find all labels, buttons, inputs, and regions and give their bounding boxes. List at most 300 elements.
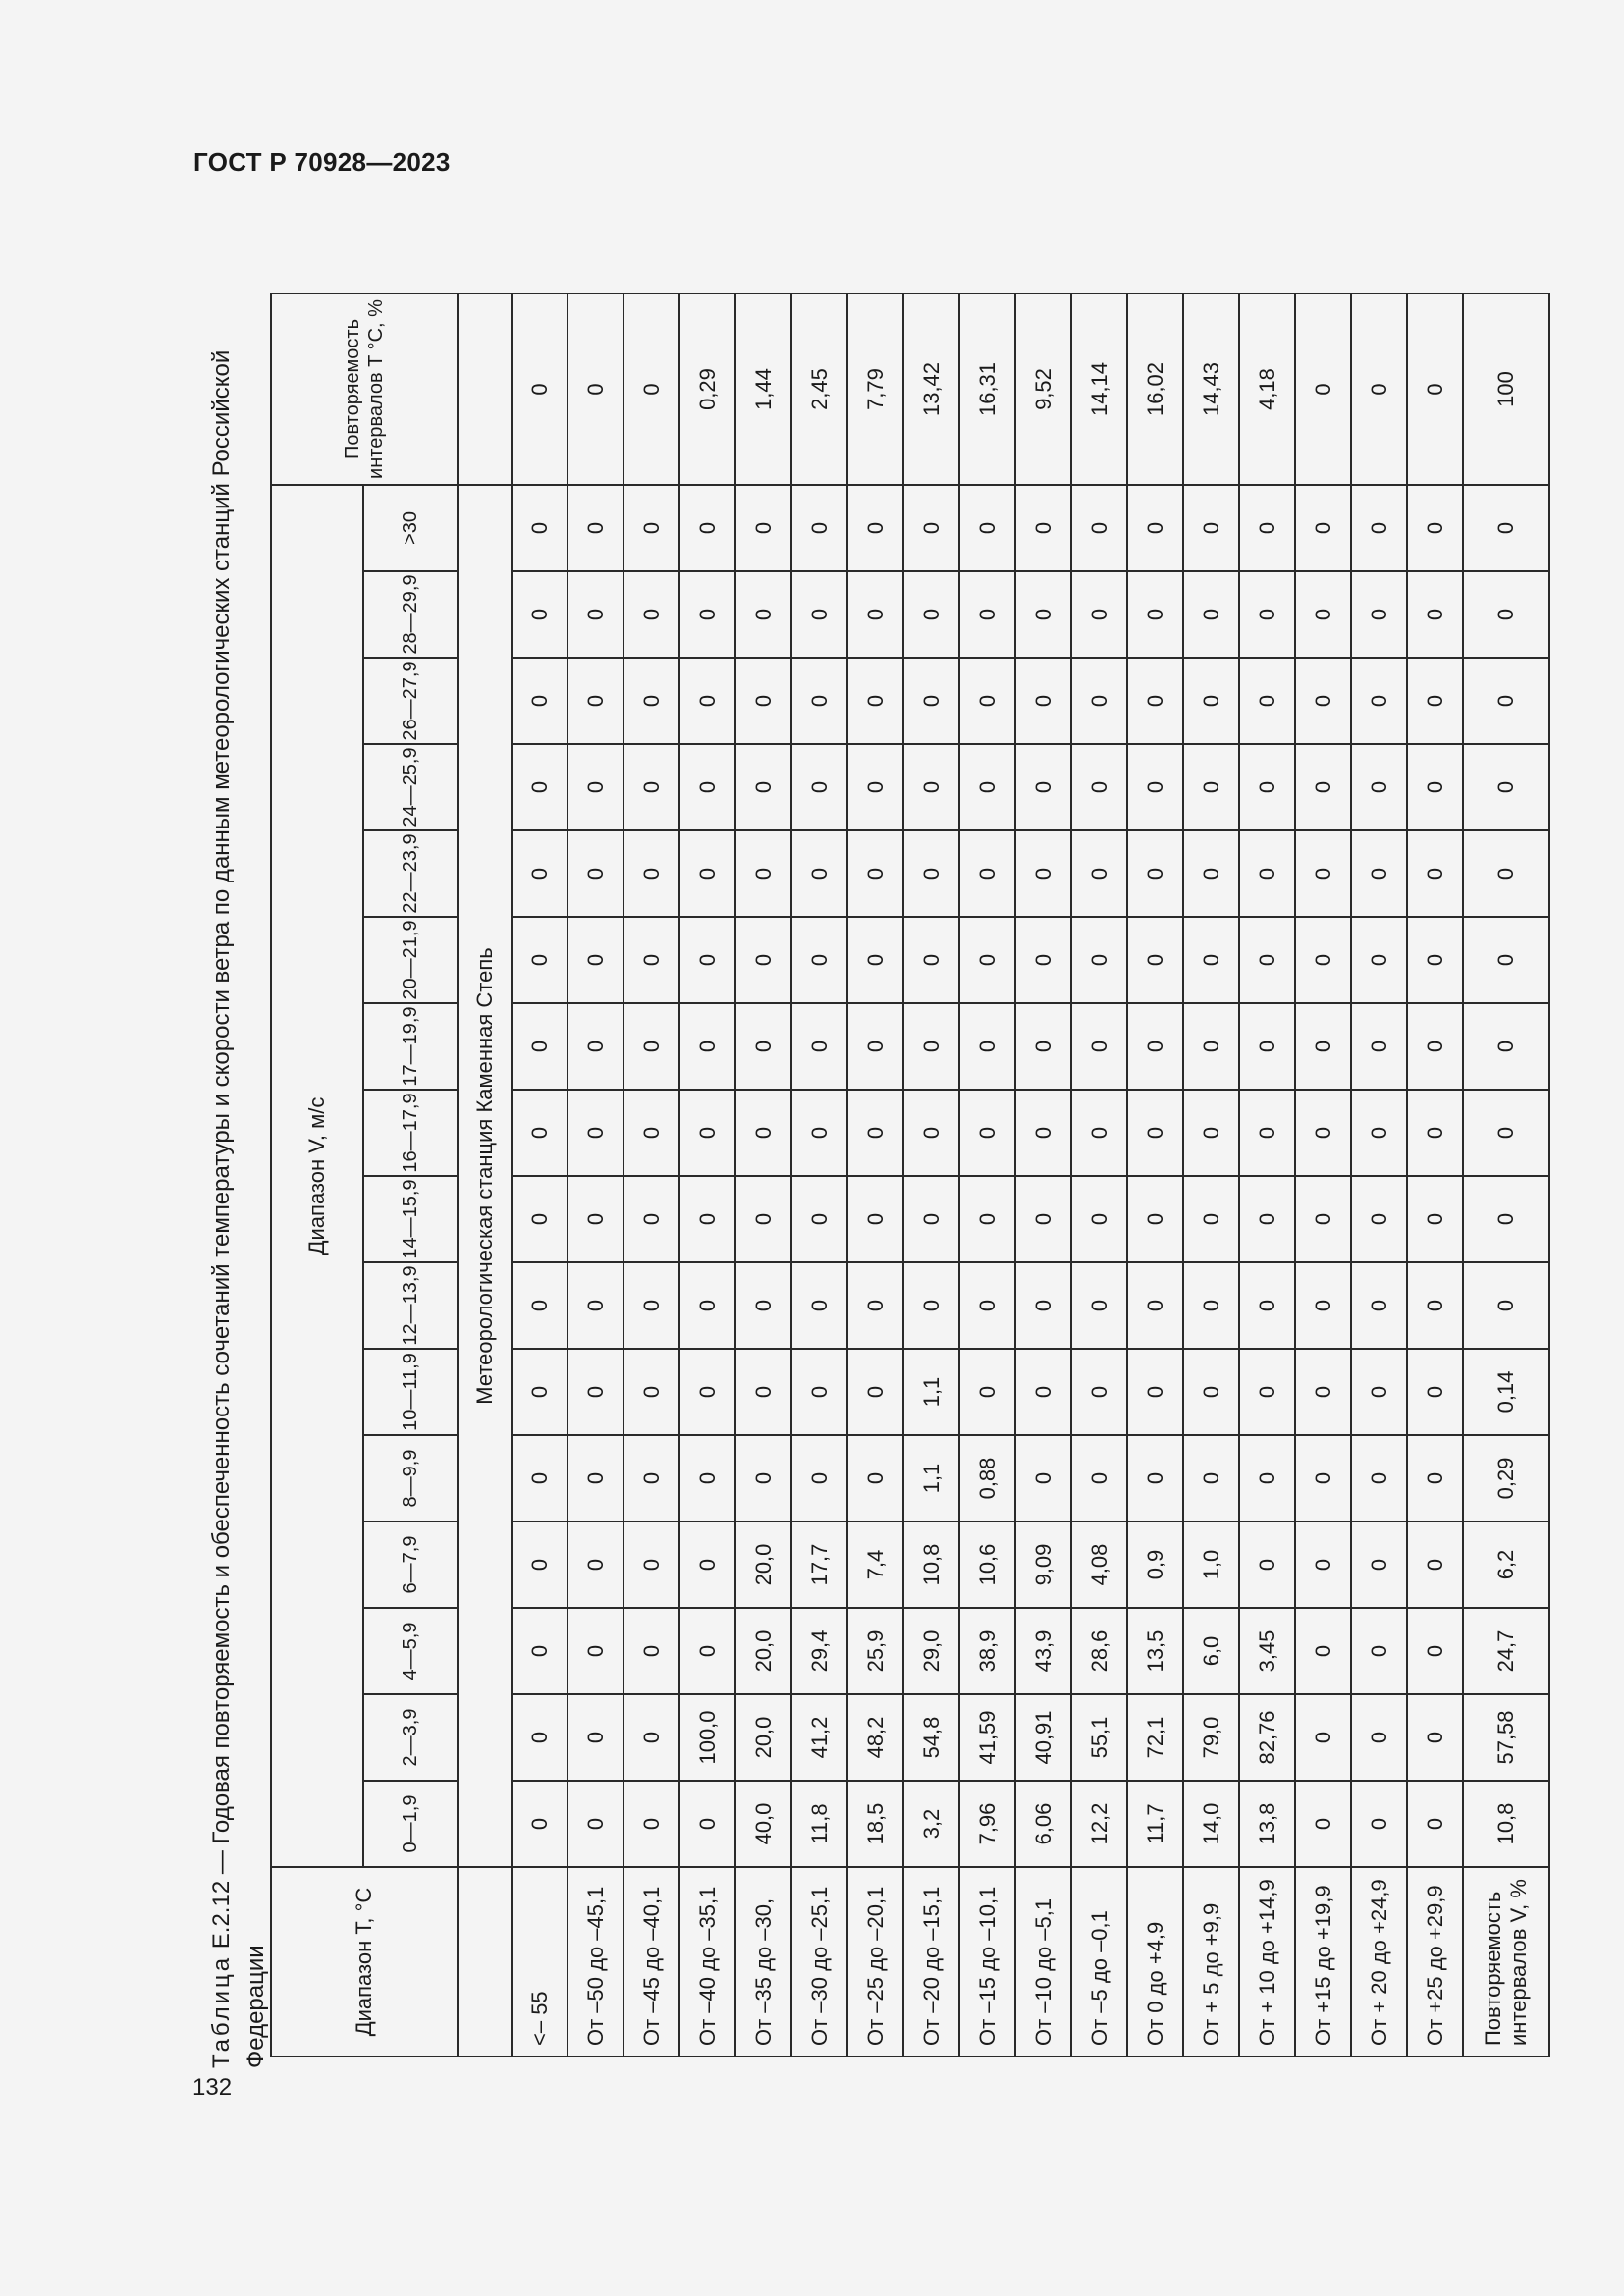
row-label: От –35 до –30, — [735, 1867, 791, 2056]
table-cell: 0 — [679, 1262, 735, 1349]
row-total-cell: 4,18 — [1239, 294, 1295, 485]
table-cell: 0 — [1239, 1435, 1295, 1522]
speed-range-col-header: 0—1,9 — [363, 1781, 458, 1867]
row-total-cell: 16,31 — [959, 294, 1015, 485]
table-cell: 0,9 — [1127, 1522, 1183, 1608]
table-cell: 0 — [847, 1003, 903, 1090]
table-cell: 0 — [1407, 1435, 1463, 1522]
table-cell: 0 — [1071, 485, 1127, 571]
table-cell: 0 — [903, 917, 959, 1003]
table-caption — [204, 247, 273, 2068]
table-cell: 0 — [1183, 1176, 1239, 1262]
table-cell: 0 — [1127, 744, 1183, 830]
table-cell: 12,2 — [1071, 1781, 1127, 1867]
table-cell: 0 — [1071, 830, 1127, 917]
table-cell: 0 — [903, 485, 959, 571]
row-total-cell: 9,52 — [1015, 294, 1071, 485]
table-cell: 14,0 — [1183, 1781, 1239, 1867]
table-row — [1015, 294, 1071, 2056]
row-total-cell: 7,79 — [847, 294, 903, 485]
table-cell: 0 — [1407, 1176, 1463, 1262]
speed-range-col-header: 12—13,9 — [363, 1262, 458, 1349]
row-total-cell: 0 — [512, 294, 568, 485]
table-cell: 0 — [1183, 658, 1239, 744]
table-cell: 0 — [1071, 571, 1127, 658]
table-cell: 38,9 — [959, 1608, 1015, 1694]
row-label: От –15 до –10,1 — [959, 1867, 1015, 2056]
row-label: <– 55 — [512, 1867, 568, 2056]
table-cell: 0 — [623, 1262, 679, 1349]
table-cell: 0 — [1351, 1349, 1407, 1435]
table-row — [1351, 294, 1407, 2056]
table-cell: 0 — [1071, 1003, 1127, 1090]
table-cell: 0 — [1407, 1349, 1463, 1435]
speed-range-col-header: 20—21,9 — [363, 917, 458, 1003]
table-cell: 0 — [512, 485, 568, 571]
table-cell: 0 — [1183, 830, 1239, 917]
table-cell: 10,8 — [1463, 1781, 1549, 1867]
table-cell: 0 — [623, 1694, 679, 1781]
table-cell: 0 — [512, 1003, 568, 1090]
table-cell: 0 — [1015, 830, 1071, 917]
table-cell: 0 — [1295, 571, 1351, 658]
row-total-cell: 0,29 — [679, 294, 735, 485]
table-cell: 0 — [623, 571, 679, 658]
table-cell: 0 — [1015, 1435, 1071, 1522]
table-cell: 0 — [1015, 658, 1071, 744]
table-row — [1183, 294, 1239, 2056]
table-cell: 0 — [903, 1003, 959, 1090]
table-cell: 0 — [512, 1090, 568, 1176]
table-cell: 0 — [1239, 485, 1295, 571]
table-cell: 0 — [959, 1090, 1015, 1176]
table-cell: 0 — [568, 1435, 623, 1522]
table-cell: 0 — [1463, 1176, 1549, 1262]
table-cell: 0,88 — [959, 1435, 1015, 1522]
table-cell: 0 — [1463, 1090, 1549, 1176]
table-row — [568, 294, 623, 2056]
table-cell: 0 — [735, 1435, 791, 1522]
speed-range-col-header: >30 — [363, 485, 458, 571]
table-cell: 0 — [679, 744, 735, 830]
table-cell: 29,0 — [903, 1608, 959, 1694]
temp-range-header: Диапазон T, °С — [271, 1867, 458, 2056]
table-cell: 0 — [1015, 1176, 1071, 1262]
station-name: Метеорологическая станция Каменная Степь — [458, 485, 512, 1867]
table-cell: 0 — [1127, 1435, 1183, 1522]
table-cell: 0 — [903, 830, 959, 917]
table-cell: 0 — [1071, 917, 1127, 1003]
table-cell: 0 — [568, 1781, 623, 1867]
row-label: От + 10 до +14,9 — [1239, 1867, 1295, 2056]
table-cell: 0 — [847, 1090, 903, 1176]
table-row — [1463, 294, 1549, 2056]
table-cell: 0 — [623, 830, 679, 917]
table-cell: 0 — [791, 744, 847, 830]
table-cell: 0 — [1295, 1090, 1351, 1176]
table-cell: 0 — [1015, 1349, 1071, 1435]
table-cell: 0 — [1239, 571, 1295, 658]
table-cell: 0 — [679, 1003, 735, 1090]
table-cell: 0 — [568, 1608, 623, 1694]
table-cell: 0 — [623, 1608, 679, 1694]
table-cell: 10,6 — [959, 1522, 1015, 1608]
table-cell: 0 — [1015, 1262, 1071, 1349]
document-header: ГОСТ Р 70928—2023 — [193, 147, 451, 177]
table-cell: 0 — [568, 1262, 623, 1349]
table-cell: 0 — [623, 1435, 679, 1522]
table-cell: 0 — [1239, 1522, 1295, 1608]
table-cell: 0 — [1351, 917, 1407, 1003]
table-cell: 0 — [791, 1349, 847, 1435]
table-cell: 0 — [1351, 1781, 1407, 1867]
row-total-cell: 1,44 — [735, 294, 791, 485]
table-cell: 0 — [1351, 658, 1407, 744]
table-cell: 0 — [735, 1349, 791, 1435]
table-cell: 43,9 — [1015, 1608, 1071, 1694]
table-cell: 0 — [1351, 830, 1407, 917]
table-cell: 0 — [1351, 1262, 1407, 1349]
table-cell: 3,2 — [903, 1781, 959, 1867]
table-cell: 0 — [1239, 830, 1295, 917]
table-cell: 0 — [1015, 1003, 1071, 1090]
table-cell: 0 — [1127, 1262, 1183, 1349]
table-row — [1071, 294, 1127, 2056]
table-cell: 29,4 — [791, 1608, 847, 1694]
table-cell: 0 — [1463, 830, 1549, 917]
table-cell: 0 — [1351, 1522, 1407, 1608]
table-cell: 0 — [1015, 744, 1071, 830]
row-total-cell: 16,02 — [1127, 294, 1183, 485]
table-cell: 0 — [1127, 571, 1183, 658]
table-cell: 0 — [1463, 917, 1549, 1003]
table-cell: 0 — [1239, 1003, 1295, 1090]
table-cell: 0 — [1407, 1003, 1463, 1090]
table-cell: 0 — [679, 1090, 735, 1176]
table-cell: 7,96 — [959, 1781, 1015, 1867]
caption-number: Е.2.12 — [208, 1880, 235, 1955]
table-cell: 0 — [679, 917, 735, 1003]
table-cell: 1,1 — [903, 1349, 959, 1435]
row-label: От –25 до –20,1 — [847, 1867, 903, 2056]
table-cell: 0 — [959, 744, 1015, 830]
table-cell: 0 — [679, 1781, 735, 1867]
table-cell: 0 — [1071, 658, 1127, 744]
table-cell: 0 — [791, 658, 847, 744]
table-cell: 0 — [1407, 1608, 1463, 1694]
table-cell: 0 — [568, 744, 623, 830]
table-cell: 0 — [847, 571, 903, 658]
row-label: От 0 до +4,9 — [1127, 1867, 1183, 2056]
table-cell: 0 — [568, 485, 623, 571]
table-cell: 0 — [623, 1349, 679, 1435]
table-cell: 0 — [1239, 1262, 1295, 1349]
table-cell: 0 — [847, 830, 903, 917]
table-cell: 0 — [679, 1608, 735, 1694]
table-cell: 0 — [568, 1694, 623, 1781]
table-cell: 0 — [1295, 1694, 1351, 1781]
station-empty-cell — [458, 294, 512, 485]
table-cell: 0 — [847, 744, 903, 830]
table-cell: 0 — [791, 485, 847, 571]
table-cell: 0,14 — [1463, 1349, 1549, 1435]
table-cell: 0 — [791, 1435, 847, 1522]
table-row — [679, 294, 735, 2056]
table-cell: 0 — [1351, 1090, 1407, 1176]
table-cell: 0 — [623, 917, 679, 1003]
table-cell: 0 — [568, 917, 623, 1003]
table-cell: 0 — [959, 571, 1015, 658]
table-cell: 0 — [847, 1262, 903, 1349]
table-cell: 0 — [679, 658, 735, 744]
table-cell: 6,0 — [1183, 1608, 1239, 1694]
table-cell: 0 — [1295, 1608, 1351, 1694]
table-cell: 0 — [1295, 1262, 1351, 1349]
table-cell: 7,4 — [847, 1522, 903, 1608]
table-cell: 0 — [1407, 744, 1463, 830]
table-cell: 0 — [1463, 744, 1549, 830]
table-cell: 0 — [1407, 1694, 1463, 1781]
table-cell: 0 — [1295, 744, 1351, 830]
speed-range-col-header: 22—23,9 — [363, 830, 458, 917]
table-cell: 0 — [1295, 658, 1351, 744]
table-cell: 0 — [1407, 830, 1463, 917]
table-cell: 0 — [1407, 571, 1463, 658]
table-cell: 0 — [1071, 1176, 1127, 1262]
table-cell: 1,0 — [1183, 1522, 1239, 1608]
table-cell: 0 — [1239, 744, 1295, 830]
table-cell: 0 — [1183, 1003, 1239, 1090]
table-cell: 0 — [1351, 485, 1407, 571]
table-cell: 0 — [679, 1435, 735, 1522]
table-cell: 0 — [735, 571, 791, 658]
table-cell: 0 — [1295, 1003, 1351, 1090]
speed-range-col-header: 6—7,9 — [363, 1522, 458, 1608]
table-cell: 0 — [1351, 1003, 1407, 1090]
table-cell: 0 — [512, 1349, 568, 1435]
table-cell: 0 — [1071, 744, 1127, 830]
table-cell: 0 — [1295, 1781, 1351, 1867]
table-cell: 0 — [1407, 658, 1463, 744]
table-cell: 0 — [568, 830, 623, 917]
row-label: От –50 до –45,1 — [568, 1867, 623, 2056]
table-cell: 0 — [1463, 1003, 1549, 1090]
table-cell: 0 — [1407, 1522, 1463, 1608]
table-cell: 0 — [1127, 1349, 1183, 1435]
table-cell: 0 — [679, 1522, 735, 1608]
table-cell: 0 — [1295, 1349, 1351, 1435]
table-cell: 0 — [1127, 917, 1183, 1003]
table-cell: 0 — [1463, 485, 1549, 571]
table-cell: 0 — [1127, 1176, 1183, 1262]
table-cell: 0 — [735, 1176, 791, 1262]
table-cell: 20,0 — [735, 1608, 791, 1694]
table-cell: 41,2 — [791, 1694, 847, 1781]
station-empty-cell — [458, 1867, 512, 2056]
table-cell: 40,91 — [1015, 1694, 1071, 1781]
table-cell: 0 — [679, 571, 735, 658]
table-cell: 0 — [1183, 744, 1239, 830]
row-label: От –10 до –5,1 — [1015, 1867, 1071, 2056]
table-cell: 0 — [1015, 1090, 1071, 1176]
table-cell: 0 — [735, 658, 791, 744]
row-label: Повторяемость интервалов V, % — [1463, 1867, 1549, 2056]
speed-range-header: Диапазон V, м/с — [271, 485, 363, 1867]
row-total-cell: 0 — [1351, 294, 1407, 485]
table-cell: 0 — [959, 1003, 1015, 1090]
table-cell: 0 — [1183, 1090, 1239, 1176]
table-cell: 0 — [512, 1262, 568, 1349]
table-cell: 0 — [903, 658, 959, 744]
table-cell: 0 — [568, 1349, 623, 1435]
table-row — [1295, 294, 1351, 2056]
table-cell: 0 — [903, 1176, 959, 1262]
table-cell: 0 — [735, 1003, 791, 1090]
row-label: От –20 до –15,1 — [903, 1867, 959, 2056]
speed-range-col-header: 16—17,9 — [363, 1090, 458, 1176]
row-label: От + 20 до +24,9 — [1351, 1867, 1407, 2056]
table-cell: 54,8 — [903, 1694, 959, 1781]
table-cell: 0 — [1239, 658, 1295, 744]
table-cell: 0 — [1463, 571, 1549, 658]
table-cell: 0 — [679, 485, 735, 571]
table-cell: 0 — [1351, 744, 1407, 830]
speed-range-col-header: 17—19,9 — [363, 1003, 458, 1090]
table-cell: 0 — [1071, 1435, 1127, 1522]
table-row — [791, 294, 847, 2056]
table-cell: 0 — [903, 571, 959, 658]
table-cell: 0 — [623, 1176, 679, 1262]
table-cell: 0 — [791, 830, 847, 917]
row-label: От + 5 до +9,9 — [1183, 1867, 1239, 2056]
table-cell: 0 — [735, 830, 791, 917]
table-cell: 0 — [1463, 658, 1549, 744]
table-cell: 0 — [512, 1176, 568, 1262]
table-cell: 6,2 — [1463, 1522, 1549, 1608]
table-cell: 0 — [1351, 1176, 1407, 1262]
table-cell: 1,1 — [903, 1435, 959, 1522]
table-cell: 0 — [735, 1090, 791, 1176]
row-label: От +25 до +29,9 — [1407, 1867, 1463, 2056]
table-cell: 0 — [568, 1522, 623, 1608]
table-cell: 0 — [903, 1090, 959, 1176]
table-cell: 0 — [903, 1262, 959, 1349]
wind-temperature-table — [270, 293, 1550, 2057]
speed-range-col-header: 8—9,9 — [363, 1435, 458, 1522]
table-cell: 0 — [735, 744, 791, 830]
table-cell: 0 — [1407, 1090, 1463, 1176]
table-cell: 0 — [791, 1176, 847, 1262]
row-label: От +15 до +19,9 — [1295, 1867, 1351, 2056]
table-cell: 0 — [791, 571, 847, 658]
table-cell: 3,45 — [1239, 1608, 1295, 1694]
table-cell: 20,0 — [735, 1694, 791, 1781]
table-cell: 25,9 — [847, 1608, 903, 1694]
table-cell: 0 — [959, 917, 1015, 1003]
table-cell: 41,59 — [959, 1694, 1015, 1781]
table-cell: 0 — [512, 830, 568, 917]
table-cell: 0 — [568, 571, 623, 658]
table-row — [847, 294, 903, 2056]
table-cell: 0 — [512, 1608, 568, 1694]
table-cell: 10,8 — [903, 1522, 959, 1608]
table-cell: 0 — [623, 1003, 679, 1090]
table-cell: 82,76 — [1239, 1694, 1295, 1781]
row-total-cell: 100 — [1463, 294, 1549, 485]
speed-range-col-header: 26—27,9 — [363, 658, 458, 744]
row-total-cell: 0 — [1407, 294, 1463, 485]
table-cell: 0 — [791, 1003, 847, 1090]
table-row — [1127, 294, 1183, 2056]
rotated-table-block — [204, 247, 1531, 2068]
table-cell: 0 — [1015, 571, 1071, 658]
table-cell: 0 — [1351, 1694, 1407, 1781]
table-cell: 9,09 — [1015, 1522, 1071, 1608]
table-cell: 0 — [1015, 485, 1071, 571]
table-row — [903, 294, 959, 2056]
row-label: От –5 до –0,1 — [1071, 1867, 1127, 2056]
table-cell: 57,58 — [1463, 1694, 1549, 1781]
table-cell: 0 — [1127, 485, 1183, 571]
page-number: 132 — [192, 2074, 233, 2101]
table-cell: 0 — [847, 1435, 903, 1522]
table-cell: 4,08 — [1071, 1522, 1127, 1608]
table-cell: 0 — [679, 1349, 735, 1435]
table-cell: 13,8 — [1239, 1781, 1295, 1867]
table-cell: 0 — [1071, 1349, 1127, 1435]
speed-range-col-header: 24—25,9 — [363, 744, 458, 830]
table-cell: 0 — [847, 485, 903, 571]
table-cell: 0 — [1351, 1435, 1407, 1522]
table-cell: 0 — [959, 1176, 1015, 1262]
table-cell: 11,7 — [1127, 1781, 1183, 1867]
table-cell: 0 — [512, 1694, 568, 1781]
table-cell: 72,1 — [1127, 1694, 1183, 1781]
table-cell: 40,0 — [735, 1781, 791, 1867]
table-cell: 6,06 — [1015, 1781, 1071, 1867]
table-cell: 0 — [1239, 917, 1295, 1003]
table-cell: 0 — [1127, 830, 1183, 917]
table-cell: 0 — [623, 1090, 679, 1176]
row-total-cell: 13,42 — [903, 294, 959, 485]
table-cell: 0 — [1295, 1176, 1351, 1262]
table-cell: 18,5 — [847, 1781, 903, 1867]
table-cell: 0 — [679, 1176, 735, 1262]
table-cell: 0,29 — [1463, 1435, 1549, 1522]
table-cell: 0 — [1127, 658, 1183, 744]
table-cell: 20,0 — [735, 1522, 791, 1608]
table-cell: 0 — [1015, 917, 1071, 1003]
table-cell: 0 — [791, 1090, 847, 1176]
row-total-cell: 14,43 — [1183, 294, 1239, 485]
table-cell: 0 — [1127, 1090, 1183, 1176]
table-cell: 11,8 — [791, 1781, 847, 1867]
table-cell: 0 — [512, 1522, 568, 1608]
table-cell: 0 — [623, 744, 679, 830]
table-cell: 0 — [1239, 1349, 1295, 1435]
table-row — [623, 294, 679, 2056]
row-total-cell: 2,45 — [791, 294, 847, 485]
table-cell: 0 — [735, 485, 791, 571]
table-cell: 0 — [623, 1781, 679, 1867]
row-total-cell: 0 — [1295, 294, 1351, 485]
speed-range-col-header: 2—3,9 — [363, 1694, 458, 1781]
table-cell: 0 — [959, 1349, 1015, 1435]
table-cell: 0 — [959, 485, 1015, 571]
table-cell: 0 — [903, 744, 959, 830]
caption-text: — Годовая повторяемость и обеспеченность сочетаний температуры и скорости ветра по данным метеорологических станций Российской Федерации — [208, 349, 269, 2068]
caption-prefix: Таблица — [208, 1954, 235, 2068]
